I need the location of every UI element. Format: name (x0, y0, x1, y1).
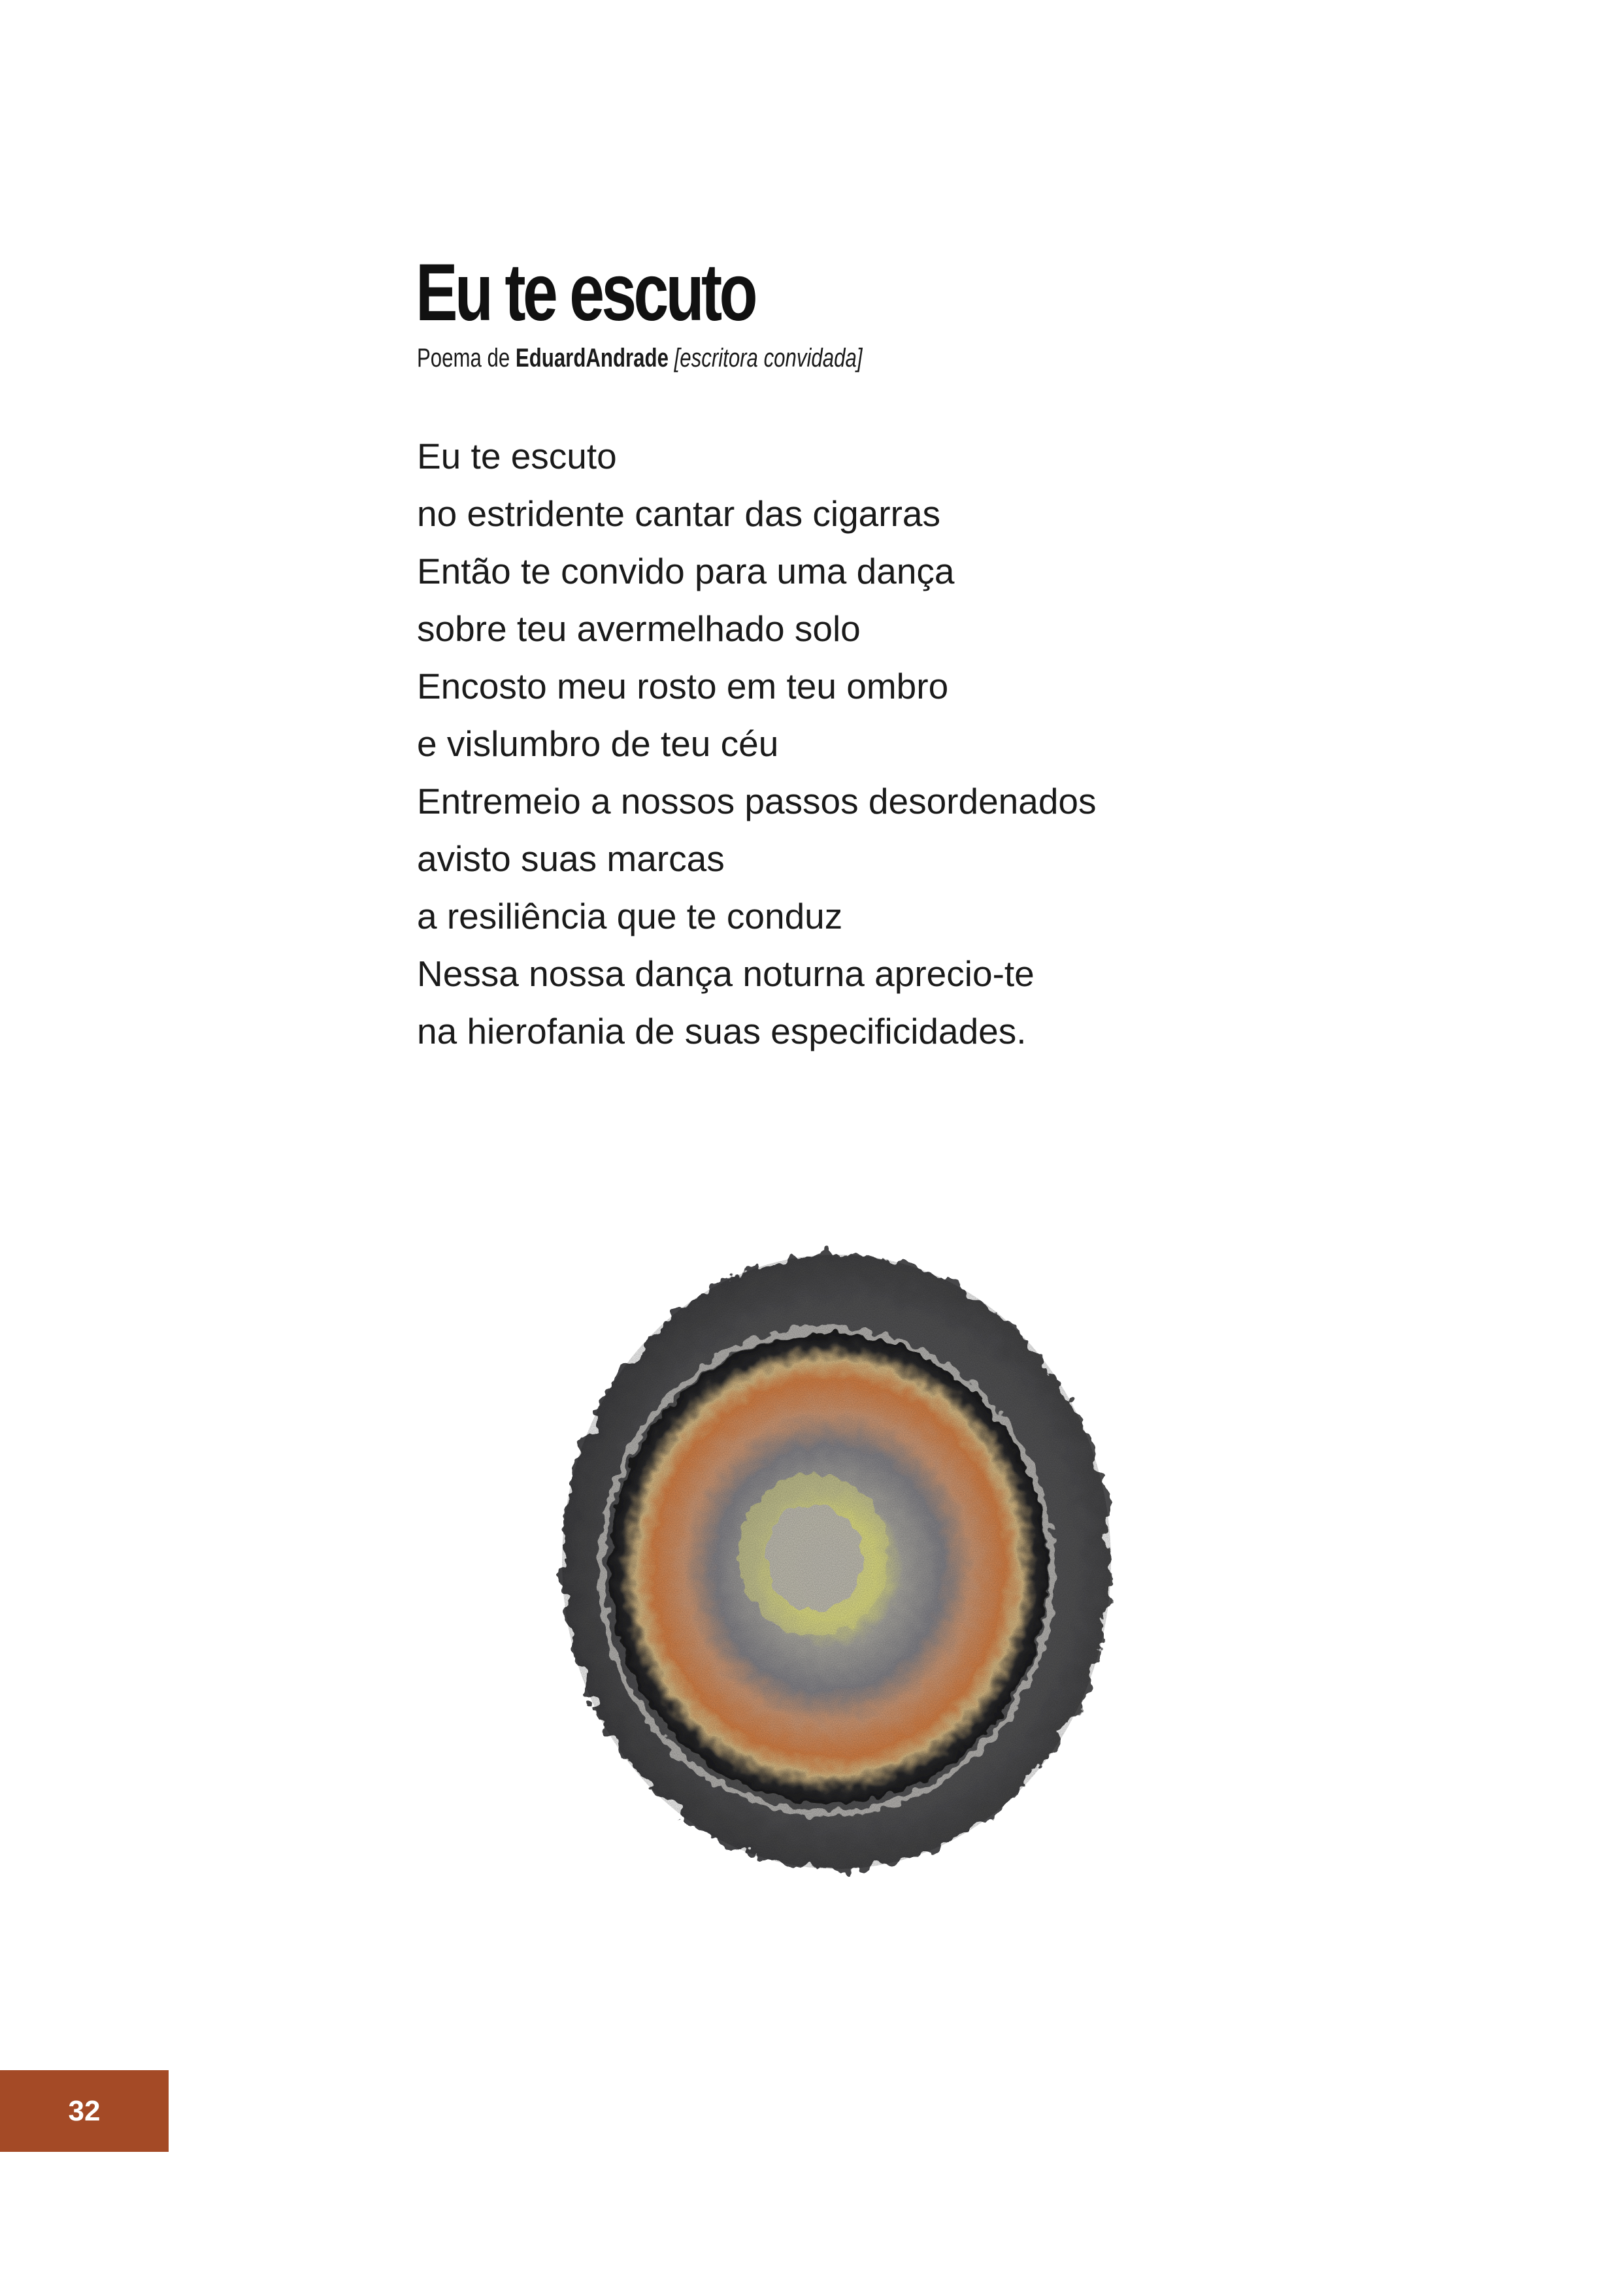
poem-line: Nessa nossa dança noturna aprecio-te (417, 953, 1035, 994)
watercolor-rings-icon (516, 1215, 1144, 1908)
poem-line: e vislumbro de teu céu (417, 723, 779, 764)
poem-title: Eu te escuto (416, 248, 755, 338)
grain-overlay (562, 1255, 1111, 1869)
author-note: [escritora convidada] (668, 344, 863, 372)
poem-line: Encosto meu rosto em teu ombro (417, 666, 949, 706)
poem-line: Então te convido para uma dança (417, 551, 955, 591)
poem-byline (417, 342, 863, 374)
poem-line: Eu te escuto (417, 436, 617, 476)
poem-line: sobre teu avermelhado solo (417, 608, 861, 649)
poem-line: a resiliência que te conduz (417, 896, 843, 936)
page-number-badge (0, 2070, 169, 2152)
byline-prefix: Poema de (417, 344, 516, 372)
poem-line: Entremeio a nossos passos desordenados (417, 781, 1097, 821)
poem-body (417, 427, 1332, 1060)
poem-line: na hierofania de suas especificidades. (417, 1011, 1027, 1051)
poem-line: no estridente cantar das cigarras (417, 493, 940, 534)
poem-line: avisto suas marcas (417, 838, 725, 879)
page-number: 32 (68, 2095, 101, 2127)
author-name: EduardAndrade (515, 344, 669, 372)
